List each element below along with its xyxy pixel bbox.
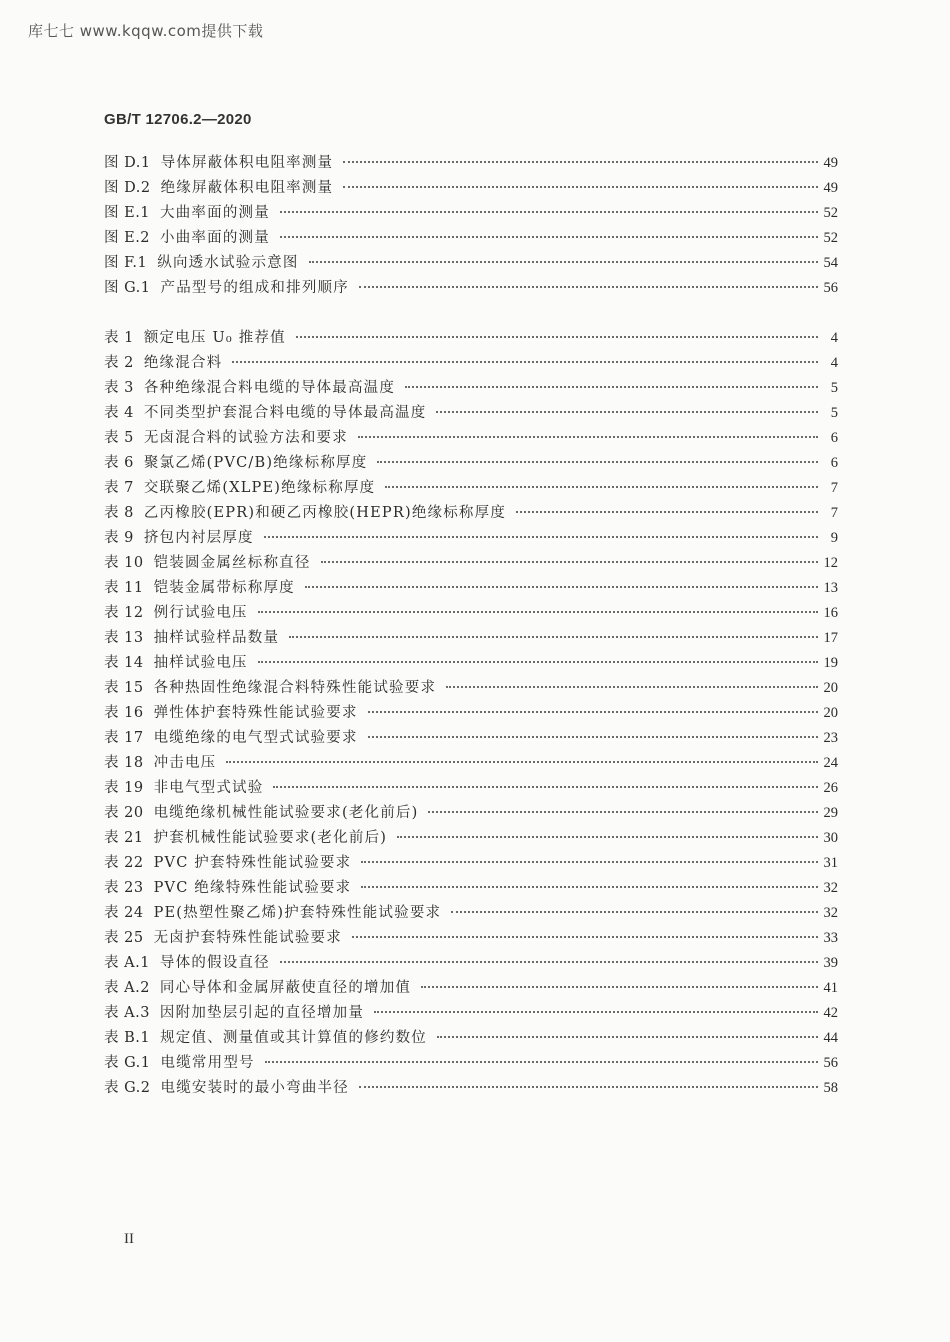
entry-label: 表 6 [104, 455, 134, 471]
entry-label: 表 8 [104, 505, 134, 521]
toc-entry-table[interactable] [104, 601, 838, 626]
entry-label: 表 A.3 [104, 1005, 150, 1021]
toc-entry-table[interactable] [104, 701, 838, 726]
toc-entry-table[interactable] [104, 851, 838, 876]
entry-page: 6 [830, 430, 838, 446]
toc-entry-table[interactable] [104, 376, 838, 401]
entry-title: 铠装金属带标称厚度 [153, 580, 295, 596]
dot-leader [273, 786, 818, 788]
entry-title: 各种绝缘混合料电缆的导体最高温度 [143, 380, 396, 396]
entry-page: 23 [823, 730, 838, 746]
entry-label: 表 B.1 [104, 1030, 151, 1046]
entry-page: 7 [830, 480, 838, 496]
toc-entry-table[interactable] [104, 826, 838, 851]
entry-page: 26 [823, 780, 838, 796]
toc-entry-figure[interactable] [104, 226, 838, 251]
toc-entry-figure[interactable] [104, 251, 838, 276]
dot-leader [358, 436, 818, 438]
entry-title: 电缆安装时的最小弯曲半径 [160, 1080, 349, 1096]
entry-title: 挤包内衬层厚度 [143, 530, 254, 546]
entry-label: 表 10 [104, 555, 144, 571]
entry-title: 冲击电压 [153, 755, 217, 771]
entry-page: 56 [823, 1055, 838, 1071]
entry-title: 聚氯乙烯(PVC/B)绝缘标称厚度 [143, 455, 368, 471]
entry-label: 表 14 [104, 655, 144, 671]
entry-label: 表 21 [104, 830, 144, 846]
toc-entry-table[interactable] [104, 526, 838, 551]
toc-entry-table[interactable] [104, 326, 838, 351]
entry-title: 绝缘混合料 [143, 355, 223, 371]
toc-entry-table[interactable] [104, 651, 838, 676]
entry-label: 表 9 [104, 530, 134, 546]
entry-label: 表 2 [104, 355, 134, 371]
entry-page: 44 [823, 1030, 838, 1046]
entry-page: 49 [823, 180, 838, 196]
entry-page: 33 [823, 930, 838, 946]
entry-label: 表 A.1 [104, 955, 150, 971]
entry-page: 12 [823, 555, 838, 571]
entry-title: 额定电压 U₀ 推荐值 [143, 330, 286, 346]
entry-title: 导体的假设直径 [159, 955, 270, 971]
toc-entry-table[interactable] [104, 901, 838, 926]
entry-label: 表 5 [104, 430, 134, 446]
entry-page: 17 [823, 630, 838, 646]
entry-page: 49 [823, 155, 838, 171]
entry-title: 产品型号的组成和排列顺序 [160, 280, 349, 296]
dot-leader [296, 336, 818, 338]
figure-list [104, 151, 838, 301]
dot-leader [428, 811, 818, 813]
dot-leader [280, 961, 818, 963]
dot-leader [289, 636, 818, 638]
dot-leader [377, 461, 818, 463]
entry-title: PVC 护套特殊性能试验要求 [153, 855, 352, 871]
dot-leader [451, 911, 818, 913]
entry-title: 无卤护套特殊性能试验要求 [153, 930, 342, 946]
dot-leader [305, 586, 818, 588]
entry-title: 乙丙橡胶(EPR)和硬乙丙橡胶(HEPR)绝缘标称厚度 [143, 505, 507, 521]
entry-label: 表 18 [104, 755, 144, 771]
dot-leader [352, 936, 818, 938]
dot-leader [343, 161, 818, 163]
entry-label: 表 3 [104, 380, 134, 396]
entry-label: 图 G.1 [104, 280, 151, 296]
entry-title: 规定值、测量值或其计算值的修约数位 [160, 1030, 428, 1046]
entry-page: 30 [823, 830, 838, 846]
dot-leader [446, 686, 818, 688]
entry-label: 图 E.1 [104, 205, 151, 221]
dot-leader [437, 1036, 818, 1038]
entry-label: 表 7 [104, 480, 134, 496]
entry-page: 6 [830, 455, 838, 471]
entry-title: 电缆绝缘机械性能试验要求(老化前后) [153, 805, 419, 821]
entry-label: 图 E.2 [104, 230, 151, 246]
toc-entry-table[interactable] [104, 1051, 838, 1076]
table-list [104, 326, 838, 1101]
toc-entry-table[interactable] [104, 451, 838, 476]
entry-title: 抽样试验样品数量 [153, 630, 280, 646]
toc-entry-table[interactable] [104, 776, 838, 801]
dot-leader [374, 1011, 818, 1013]
entry-title: 电缆绝缘的电气型式试验要求 [153, 730, 358, 746]
entry-title: 各种热固性绝缘混合料特殊性能试验要求 [153, 680, 437, 696]
toc-entry-figure[interactable] [104, 201, 838, 226]
entry-page: 7 [830, 505, 838, 521]
dot-leader [232, 361, 818, 363]
dot-leader [368, 711, 818, 713]
toc-entry-table[interactable] [104, 951, 838, 976]
entry-title: 铠装圆金属丝标称直径 [153, 555, 311, 571]
toc-entry-table[interactable] [104, 626, 838, 651]
entry-title: 大曲率面的测量 [160, 205, 270, 221]
entry-page: 20 [823, 680, 838, 696]
toc-entry-table[interactable] [104, 1026, 838, 1051]
entry-title: 护套机械性能试验要求(老化前后) [153, 830, 388, 846]
entry-label: 表 11 [104, 580, 144, 596]
entry-title: 例行试验电压 [153, 605, 248, 621]
entry-title: 交联聚乙烯(XLPE)绝缘标称厚度 [143, 480, 376, 496]
standard-number-header: GB/T 12706.2—2020 [104, 111, 252, 128]
entry-page: 54 [823, 255, 838, 271]
entry-page: 32 [823, 880, 838, 896]
toc-entry-table[interactable] [104, 476, 838, 501]
entry-title: 小曲率面的测量 [160, 230, 270, 246]
entry-title: 导体屏蔽体积电阻率测量 [160, 155, 334, 171]
entry-page: 16 [823, 605, 838, 621]
toc-entry-figure[interactable] [104, 151, 838, 176]
entry-page: 4 [830, 330, 838, 346]
page-number: II [124, 1231, 134, 1247]
entry-page: 5 [830, 405, 838, 421]
entry-page: 13 [823, 580, 838, 596]
entry-label: 表 19 [104, 780, 144, 796]
entry-title: 电缆常用型号 [160, 1055, 255, 1071]
entry-label: 图 F.1 [104, 255, 148, 271]
entry-label: 表 4 [104, 405, 134, 421]
entry-title: 不同类型护套混合料电缆的导体最高温度 [143, 405, 427, 421]
entry-title: 抽样试验电压 [153, 655, 248, 671]
entry-page: 58 [823, 1080, 838, 1096]
entry-label: 表 13 [104, 630, 144, 646]
entry-title: 弹性体护套特殊性能试验要求 [153, 705, 358, 721]
entry-page: 32 [823, 905, 838, 921]
entry-label: 表 12 [104, 605, 144, 621]
entry-label: 表 17 [104, 730, 144, 746]
entry-label: 表 1 [104, 330, 134, 346]
watermark-text: 库七七 www.kqqw.com提供下载 [28, 22, 264, 40]
entry-page: 9 [830, 530, 838, 546]
entry-label: 图 D.2 [104, 180, 151, 196]
entry-title: 无卤混合料的试验方法和要求 [143, 430, 348, 446]
entry-page: 56 [823, 280, 838, 296]
entry-page: 52 [823, 230, 838, 246]
dot-leader [280, 211, 818, 213]
entry-page: 31 [823, 855, 838, 871]
dot-leader [397, 836, 818, 838]
entry-page: 39 [823, 955, 838, 971]
entry-label: 表 22 [104, 855, 144, 871]
toc-entry-table[interactable] [104, 426, 838, 451]
entry-label: 图 D.1 [104, 155, 151, 171]
toc-entry-table[interactable] [104, 501, 838, 526]
toc-entry-table[interactable] [104, 876, 838, 901]
dot-leader [385, 486, 818, 488]
dot-leader [361, 886, 818, 888]
toc-entry-table[interactable] [104, 926, 838, 951]
toc-entry-figure[interactable] [104, 176, 838, 201]
dot-leader [280, 236, 818, 238]
toc-entry-table[interactable] [104, 351, 838, 376]
entry-page: 24 [823, 755, 838, 771]
entry-page: 5 [830, 380, 838, 396]
entry-title: 因附加垫层引起的直径增加量 [159, 1005, 365, 1021]
entry-label: 表 G.2 [104, 1080, 151, 1096]
entry-page: 42 [823, 1005, 838, 1021]
entry-label: 表 15 [104, 680, 144, 696]
toc-entry-table[interactable] [104, 676, 838, 701]
dot-leader [421, 986, 818, 988]
dot-leader [226, 761, 818, 763]
entry-label: 表 25 [104, 930, 144, 946]
dot-leader [405, 386, 818, 388]
toc-entry-table[interactable] [104, 976, 838, 1001]
entry-title: 绝缘屏蔽体积电阻率测量 [160, 180, 334, 196]
entry-title: PE(热塑性聚乙烯)护套特殊性能试验要求 [153, 905, 442, 921]
entry-title: 同心导体和金属屏蔽使直径的增加值 [159, 980, 412, 996]
entry-title: 非电气型式试验 [153, 780, 264, 796]
dot-leader [321, 561, 818, 563]
toc-entry-table[interactable] [104, 1001, 838, 1026]
dot-leader [359, 286, 818, 288]
entry-label: 表 23 [104, 880, 144, 896]
dot-leader [361, 861, 818, 863]
dot-leader [359, 1086, 818, 1088]
entry-label: 表 16 [104, 705, 144, 721]
dot-leader [368, 736, 818, 738]
toc-entry-table[interactable] [104, 726, 838, 751]
toc-entry-table[interactable] [104, 801, 838, 826]
entry-page: 29 [823, 805, 838, 821]
toc-entry-figure[interactable] [104, 276, 838, 301]
entry-page: 4 [830, 355, 838, 371]
dot-leader [258, 661, 818, 663]
toc-entry-table[interactable] [104, 576, 838, 601]
dot-leader [436, 411, 818, 413]
entry-page: 41 [823, 980, 838, 996]
dot-leader [343, 186, 818, 188]
dot-leader [258, 611, 818, 613]
entry-label: 表 G.1 [104, 1055, 151, 1071]
toc-entry-table[interactable] [104, 551, 838, 576]
entry-title: 纵向透水试验示意图 [157, 255, 299, 271]
toc-entry-table[interactable] [104, 401, 838, 426]
dot-leader [309, 261, 818, 263]
entry-title: PVC 绝缘特殊性能试验要求 [153, 880, 352, 896]
entry-label: 表 20 [104, 805, 144, 821]
toc-entry-table[interactable] [104, 1076, 838, 1101]
entry-page: 52 [823, 205, 838, 221]
dot-leader [516, 511, 818, 513]
toc-entry-table[interactable] [104, 751, 838, 776]
entry-label: 表 24 [104, 905, 144, 921]
dot-leader [264, 536, 818, 538]
entry-page: 20 [823, 705, 838, 721]
entry-label: 表 A.2 [104, 980, 150, 996]
dot-leader [265, 1061, 818, 1063]
entry-page: 19 [823, 655, 838, 671]
